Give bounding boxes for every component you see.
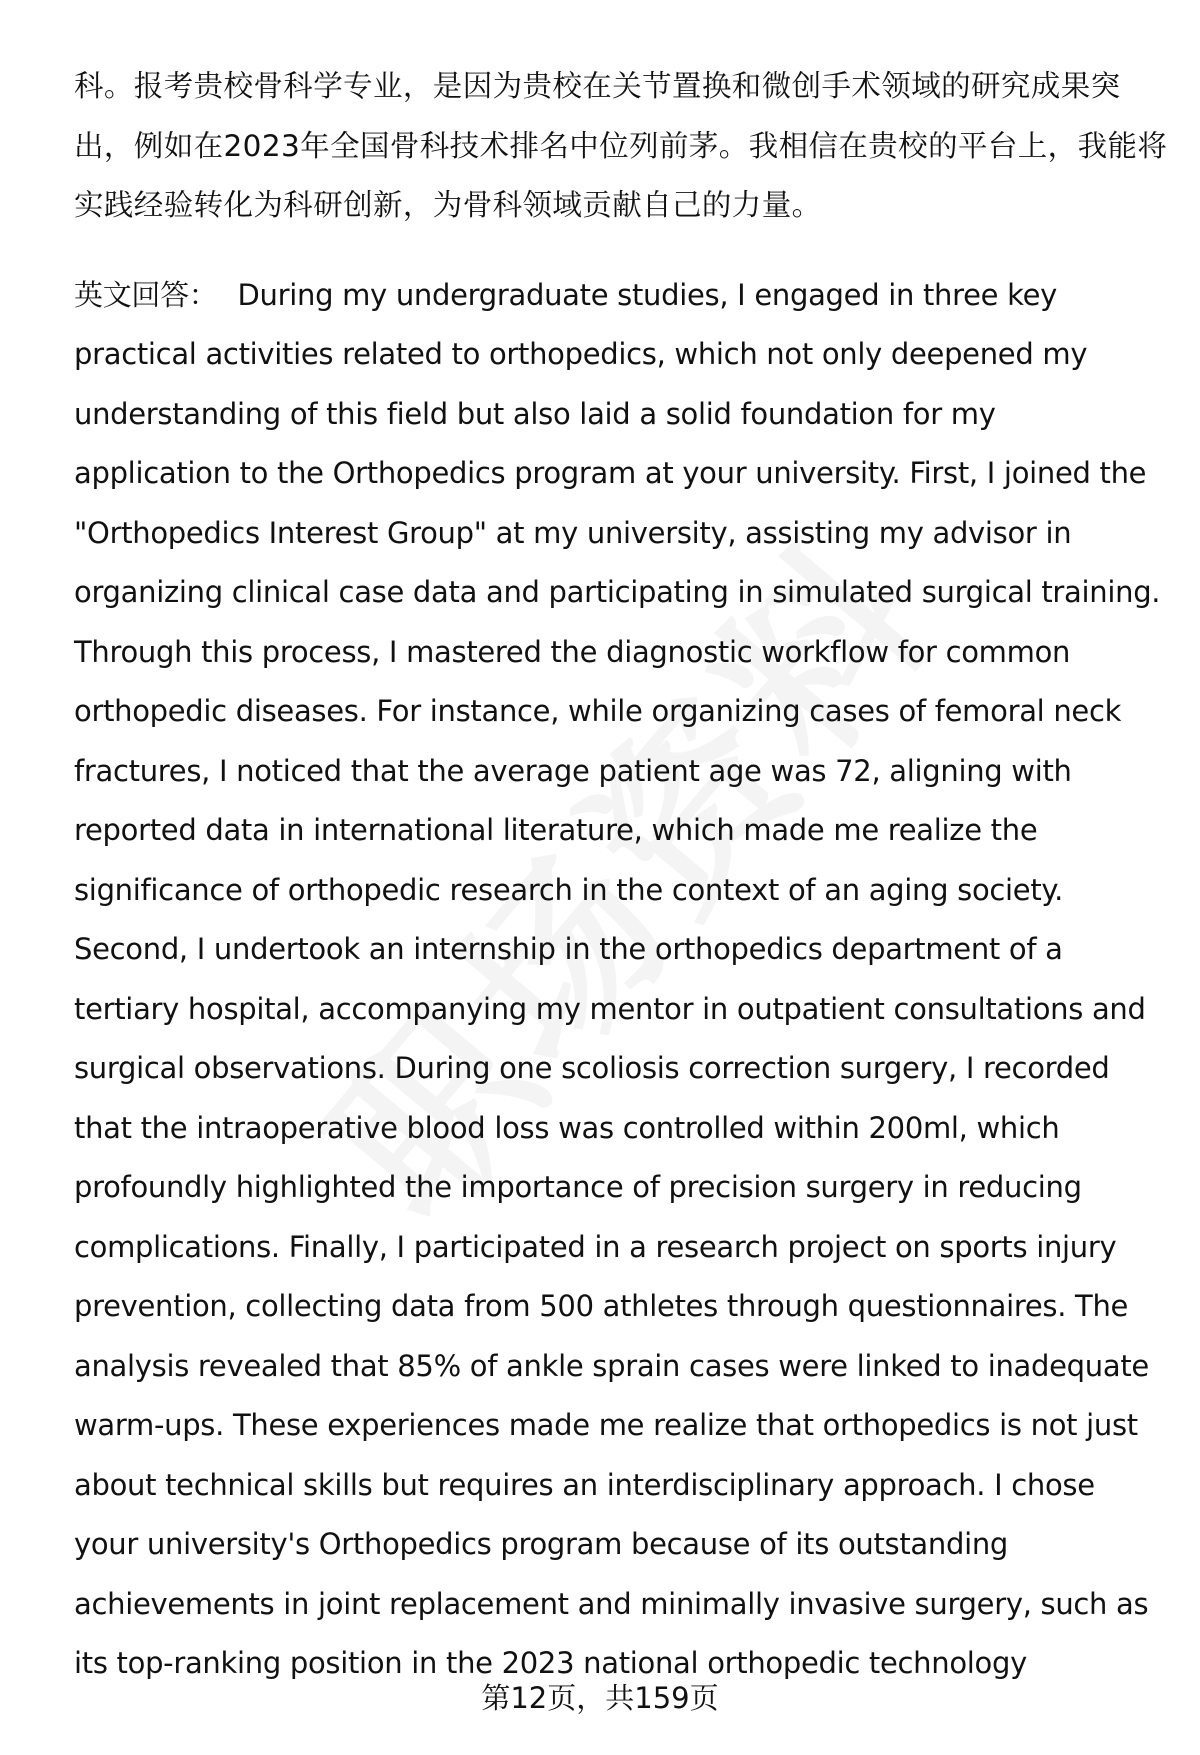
text-line: Through this process, I mastered the diagnostic workflow for common bbox=[74, 634, 1071, 669]
answer-label: 英文回答： bbox=[74, 277, 218, 312]
text-line: prevention, collecting data from 500 athletes through questionnaires. The bbox=[74, 1289, 1129, 1323]
text-line: practical activities related to orthopedics, which not only deepened my bbox=[74, 337, 1088, 371]
text-line: surgical observations. During one scoliosis correction surgery, I recorded bbox=[74, 1051, 1110, 1085]
text-line: tertiary hospital, accompanying my mentor in outpatient consultations and bbox=[74, 991, 1146, 1026]
text-line: reported data in international literature, which made me realize the bbox=[74, 813, 1038, 847]
text-line: warm-ups. These experiences made me realize that orthopedics is not just bbox=[74, 1408, 1138, 1442]
text-line: fractures, I noticed that the average patient age was 72, aligning with bbox=[74, 753, 1072, 788]
text-line: its top-ranking position in the 2023 national orthopedic technology bbox=[74, 1646, 1027, 1680]
text-line: "Orthopedics Interest Group" at my university, assisting my advisor in bbox=[74, 515, 1072, 550]
text-line: achievements in joint replacement and minimally invasive surgery, such as bbox=[74, 1586, 1149, 1621]
text-line: complications. Finally, I participated in a research project on sports injury bbox=[74, 1229, 1117, 1264]
text-line: your university's Orthopedics program because of its outstanding bbox=[74, 1527, 1009, 1561]
text-line bbox=[74, 266, 1164, 326]
chinese-paragraph bbox=[74, 57, 1168, 236]
text-line: Second, I undertook an internship in the orthopedics department of a bbox=[74, 932, 1063, 966]
text-line: about technical skills but requires an interdisciplinary approach. I chose bbox=[74, 1467, 1095, 1502]
text-line: significance of orthopedic research in the context of an aging society. bbox=[74, 872, 1064, 907]
text-line: orthopedic diseases. For instance, while organizing cases of femoral neck bbox=[74, 694, 1122, 728]
text-line: 科。报考贵校骨科学专业，是因为贵校在关节置换和微创手术领域的研究成果突 bbox=[74, 69, 1121, 103]
text-line: organizing clinical case data and participating in simulated surgical training. bbox=[74, 575, 1161, 609]
page-number-footer: 第12页，共159页 bbox=[481, 1681, 719, 1715]
text-line: profoundly highlighted the importance of precision surgery in reducing bbox=[74, 1170, 1082, 1204]
english-paragraph bbox=[74, 266, 1164, 1694]
paragraph-gap bbox=[74, 236, 1164, 266]
text-line: that the intraoperative blood loss was controlled within 200ml, which bbox=[74, 1110, 1060, 1145]
text-line: analysis revealed that 85% of ankle sprain cases were linked to inadequate bbox=[74, 1348, 1149, 1383]
text-line: 出，例如在2023年全国骨科技术排名中位列前茅。我相信在贵校的平台上，我能将 bbox=[74, 128, 1168, 163]
text-line: understanding of this field but also laid a solid foundation for my bbox=[74, 396, 996, 431]
page-content bbox=[74, 57, 1168, 1694]
text-line: 实践经验转化为科研创新，为骨科领域贡献自己的力量。 bbox=[74, 188, 822, 222]
text-line: application to the Orthopedics program at your university. First, I joined the bbox=[74, 456, 1147, 490]
text-line-content: During my undergraduate studies, I engaged in three key bbox=[237, 277, 1057, 312]
